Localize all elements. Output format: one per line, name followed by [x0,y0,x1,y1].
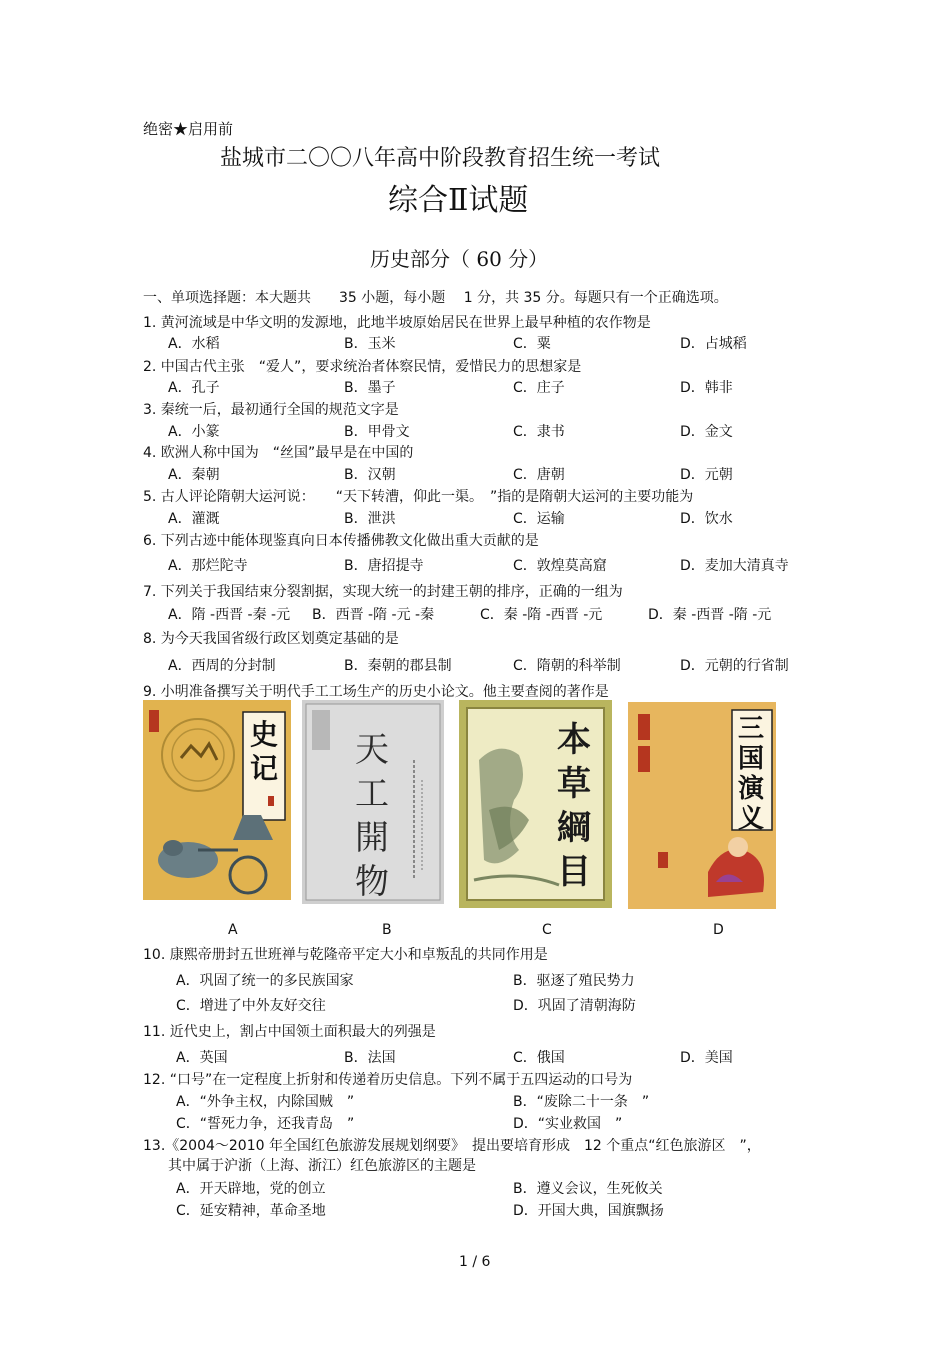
q7-option-b: B．西晋 -隋 -元 -秦 [312,607,435,623]
q13-option-c: C．延安精神，革命圣地 [176,1203,326,1219]
q3-option-a: A．小篆 [168,424,220,440]
q4-option-c: C．唐朝 [513,467,565,483]
q8-option-b: B．秦朝的郡县制 [344,658,452,674]
q11-option-b: B．法国 [344,1050,396,1066]
cover-b-title: 天工開物 [355,730,389,902]
question-1: 1. 黄河流域是中华文明的发源地，此地半坡原始居民在世界上最早种植的农作物是 [143,315,651,331]
question-10: 10. 康熙帝册封五世班禅与乾隆帝平定大小和卓叛乱的共同作用是 [143,947,548,963]
cover-b-label: B [382,922,392,938]
q4-option-d: D．元朝 [680,467,733,483]
q5-option-c: C．运输 [513,511,565,527]
q6-option-b: B．唐招提寺 [344,558,424,574]
q13-option-d: D．开国大典，国旗飘扬 [513,1203,664,1219]
q7-option-d: D．秦 -西晋 -隋 -元 [648,607,772,623]
q3-option-d: D．金文 [680,424,733,440]
cover-a-title: 史记 [249,718,278,785]
cover-c-bencao [459,700,612,908]
q2-option-a: A．孔子 [168,380,220,396]
cover-d-label: D [713,922,724,938]
question-13: 13.《2004～2010 年全国红色旅游发展规划纲要》 提出要培育形成 12 个重点“红色旅游区 ”， [143,1138,761,1154]
question-5: 5. 古人评论隋朝大运河说： “天下转漕，仰此一渠。 ”指的是隋朝大运河的主要功能为 [143,489,694,505]
q6-option-d: D．麦加大清真寺 [680,558,789,574]
q13-option-a: A．开天辟地，党的创立 [176,1181,326,1197]
q8-option-c: C．隋朝的科举制 [513,658,621,674]
section-title: 历史部分（ 60 分） [370,247,549,271]
q11-option-d: D．美国 [680,1050,733,1066]
q11-option-a: A．英国 [176,1050,228,1066]
q10-option-c: C．增进了中外友好交往 [176,998,326,1014]
page-number: 1 / 6 [459,1254,491,1270]
q5-option-d: D．饮水 [680,511,733,527]
question-6: 6. 下列古迹中能体现鉴真向日本传播佛教文化做出重大贡献的是 [143,533,539,549]
q1-option-a: A．水稻 [168,336,220,352]
cover-d-sanguo [628,702,776,909]
q2-option-d: D．韩非 [680,380,733,396]
question-3: 3. 秦统一后，最初通行全国的规范文字是 [143,402,399,418]
q1-option-c: C．粟 [513,336,551,352]
question-12: 12. “口号”在一定程度上折射和传递着历史信息。下列不属于五四运动的口号为 [143,1072,633,1088]
cover-b-tiangong [302,700,444,904]
cover-a-label: A [228,922,238,938]
subject-title: 综合Ⅱ试题 [388,183,529,218]
q12-option-b: B．“废除二十一条 ” [513,1094,650,1110]
q2-option-b: B．墨子 [344,380,396,396]
question-7: 7. 下列关于我国结束分裂割据，实现大统一的封建王朝的排序，正确的一组为 [143,584,623,600]
q1-option-b: B．玉米 [344,336,396,352]
q7-option-a: A．隋 -西晋 -秦 -元 [168,607,291,623]
cover-c-label: C [542,922,552,938]
q12-option-a: A．“外争主权，内除国贼 ” [176,1094,355,1110]
question-8: 8. 为今天我国省级行政区划奠定基础的是 [143,631,399,647]
q4-option-b: B．汉朝 [344,467,396,483]
question-9: 9. 小明准备撰写关于明代手工工场生产的历史小论文。他主要查阅的著作是 [143,684,609,700]
q4-option-a: A．秦朝 [168,467,220,483]
q12-option-c: C．“誓死力争，还我青岛 ” [176,1116,355,1132]
q8-option-d: D．元朝的行省制 [680,658,789,674]
q2-option-c: C．庄子 [513,380,565,396]
q10-option-d: D．巩固了清朝海防 [513,998,636,1014]
question-2: 2. 中国古代主张 “爱人”，要求统治者体察民情，爱惜民力的思想家是 [143,359,582,375]
q8-option-a: A．西周的分封制 [168,658,276,674]
q12-option-d: D．“实业救国 ” [513,1116,623,1132]
exam-title: 盐城市二〇〇八年高中阶段教育招生统一考试 [220,146,661,171]
cover-c-title: 本草綱目 [557,720,591,892]
q10-option-b: B．驱逐了殖民势力 [513,973,635,989]
q6-option-c: C．敦煌莫高窟 [513,558,607,574]
q13-option-b: B．遵义会议，生死攸关 [513,1181,663,1197]
question-4: 4. 欧洲人称中国为 “丝国”最早是在中国的 [143,445,414,461]
q3-option-b: B．甲骨文 [344,424,410,440]
q10-option-a: A．巩固了统一的多民族国家 [176,973,354,989]
q7-option-c: C．秦 -隋 -西晋 -元 [480,607,603,623]
q5-option-a: A．灌溉 [168,511,220,527]
q6-option-a: A．那烂陀寺 [168,558,248,574]
q5-option-b: B．泄洪 [344,511,396,527]
q3-option-c: C．隶书 [513,424,565,440]
q1-option-d: D．占城稻 [680,336,747,352]
instructions: 一、单项选择题：本大题共 35 小题，每小题 1 分，共 35 分。每题只有一个正确选项。 [143,290,728,306]
question-13-line2: 其中属于沪浙（上海、浙江）红色旅游区的主题是 [168,1158,476,1174]
cover-a-shiji [143,700,291,900]
q11-option-c: C．俄国 [513,1050,565,1066]
cover-d-title: 三国演义 [737,714,764,834]
question-11: 11. 近代史上，割占中国领土面积最大的列强是 [143,1024,436,1040]
secret-label: 绝密★启用前 [143,120,234,138]
